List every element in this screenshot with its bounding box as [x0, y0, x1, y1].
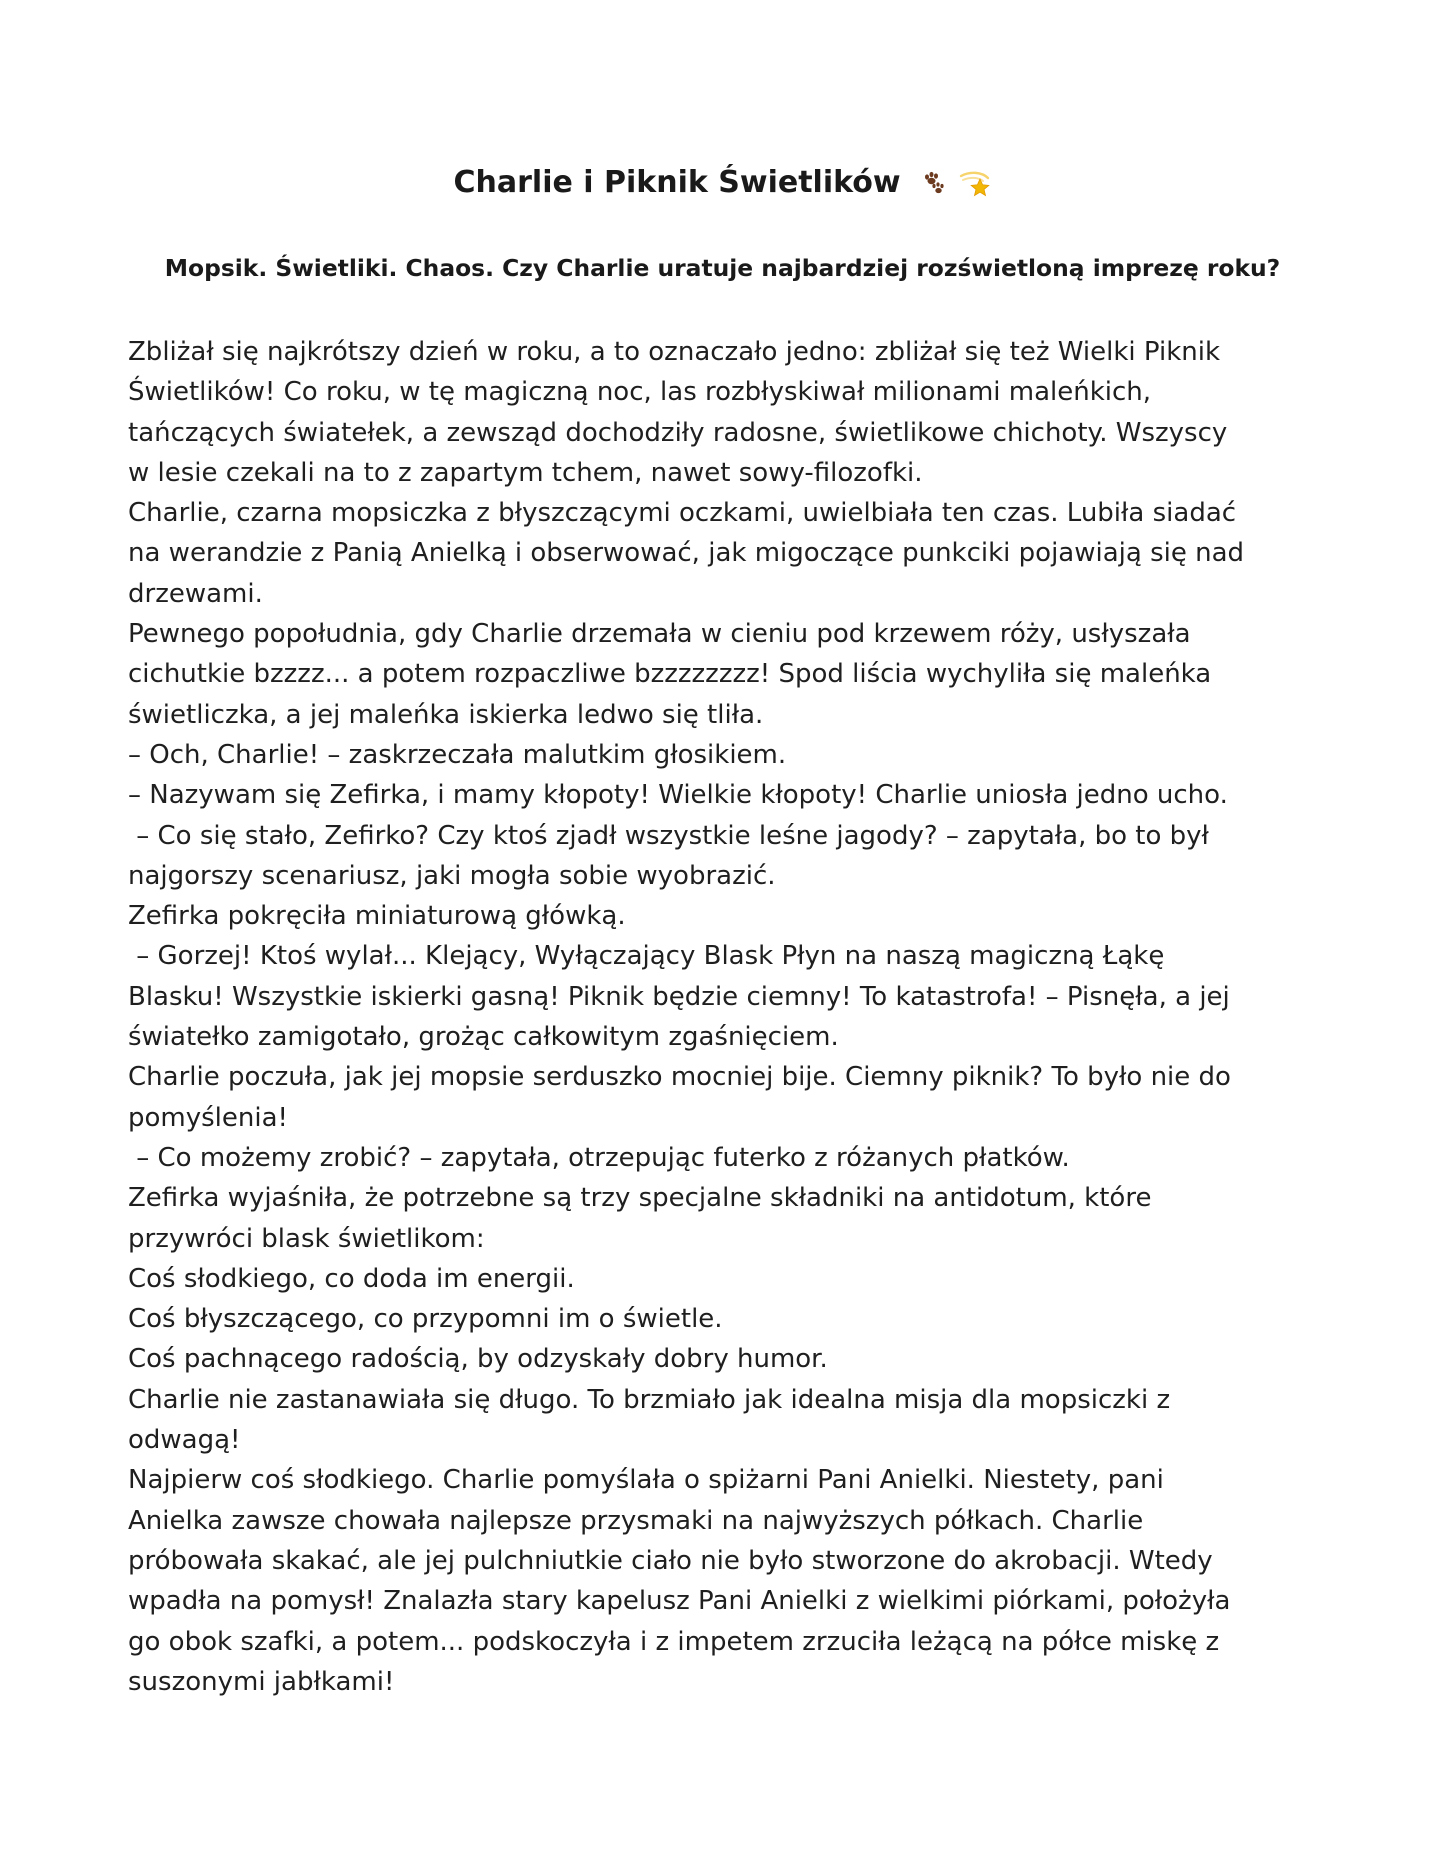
text-line: tańczących światełek, a zewsząd dochodziły radosne, świetlikowe chichoty. Wszyscy [128, 417, 1228, 448]
text-line: Najpierw coś słodkiego. Charlie pomyślała o spiżarni Pani Anielki. Niestety, pani [128, 1465, 1164, 1496]
paw-prints-icon [921, 170, 947, 196]
text-line: Anielka zawsze chowała najlepsze przysmaki na najwyższych półkach. Charlie [128, 1505, 1144, 1536]
document-subtitle: Mopsik. Świetliki. Chaos. Czy Charlie uratuje najbardziej rozświetloną imprezę roku? [164, 254, 1281, 282]
text-line: – Nazywam się Zefirka, i mamy kłopoty! Wielkie kłopoty! Charlie uniosła jedno ucho. [128, 780, 1228, 811]
text-line: – Co się stało, Zefirko? Czy ktoś zjadł wszystkie leśne jagody? – zapytała, bo to był [128, 820, 1209, 851]
text-line: Coś błyszczącego, co przypomni im o świetle. [128, 1304, 723, 1335]
text-line: Coś słodkiego, co doda im energii. [128, 1263, 575, 1294]
text-line: – Co możemy zrobić? – zapytała, otrzepując futerko z różanych płatków. [128, 1142, 1070, 1173]
text-line: Blasku! Wszystkie iskierki gasną! Piknik będzie ciemny! To katastrofa! – Pisnęła, a jej [128, 981, 1230, 1012]
text-line: pomyślenia! [128, 1102, 288, 1133]
text-line: Charlie poczuła, jak jej mopsie serduszko mocniej bije. Ciemny piknik? To było nie do [128, 1062, 1231, 1093]
text-line: – Gorzej! Ktoś wylał... Klejący, Wyłączający Blask Płyn na naszą magiczną Łąkę [128, 941, 1165, 972]
text-line: Charlie nie zastanawiała się długo. To brzmiało jak idealna misja dla mopsiczki z [128, 1384, 1171, 1415]
text-line: cichutkie bzzzz... a potem rozpaczliwe bzzzzzzzz! Spod liścia wychyliła się maleńka [128, 659, 1212, 690]
text-line: Zefirka pokręciła miniaturową główką. [128, 901, 626, 932]
text-line: na werandzie z Panią Anielką i obserwować, jak migoczące punkciki pojawiają się nad [128, 538, 1245, 569]
document-title [0, 158, 1445, 207]
text-line: odwagą! [128, 1425, 241, 1456]
text-line: drzewami. [128, 578, 263, 609]
text-line: Pewnego popołudnia, gdy Charlie drzemała w cieniu pod krzewem róży, usłyszała [128, 619, 1191, 650]
text-line: Zbliżał się najkrótszy dzień w roku, a to oznaczało jedno: zbliżał się też Wielki Piknik [128, 337, 1221, 367]
text-line: Zefirka wyjaśniła, że potrzebne są trzy specjalne składniki na antidotum, które [128, 1183, 1152, 1214]
text-line: w lesie czekali na to z zapartym tchem, nawet sowy-filozofki. [128, 457, 923, 488]
text-line: Świetlików! Co roku, w tę magiczną noc, las rozbłyskiwał milionami maleńkich, [128, 377, 1152, 408]
text-line: próbowała skakać, ale jej pulchniutkie ciało nie było stworzone do akrobacji. Wtedy [128, 1545, 1213, 1576]
document-title-text: Charlie i Piknik Świetlików [453, 164, 901, 200]
story-text [128, 332, 1318, 1702]
text-line: – Och, Charlie! – zaskrzeczała malutkim głosikiem. [128, 739, 787, 770]
dizzy-star-icon [958, 169, 992, 197]
text-line: go obok szafki, a potem... podskoczyła i z impetem zrzuciła leżącą na półce miskę z [128, 1626, 1220, 1657]
text-line: wpadła na pomysł! Znalazła stary kapelusz Pani Anielki z wielkimi piórkami, położyła [128, 1586, 1231, 1617]
text-line: świetliczka, a jej maleńka iskierka ledwo się tliła. [128, 699, 764, 730]
text-line: suszonymi jabłkami! [128, 1666, 395, 1697]
text-line: Charlie, czarna mopsiczka z błyszczącymi oczkami, uwielbiała ten czas. Lubiła siadać [128, 498, 1237, 529]
text-line: przywróci blask świetlikom: [128, 1223, 485, 1254]
text-line: najgorszy scenariusz, jaki mogła sobie wyobrazić. [128, 860, 776, 891]
text-line: Coś pachnącego radością, by odzyskały dobry humor. [128, 1344, 828, 1375]
text-line: światełko zamigotało, grożąc całkowitym zgaśnięciem. [128, 1022, 839, 1053]
